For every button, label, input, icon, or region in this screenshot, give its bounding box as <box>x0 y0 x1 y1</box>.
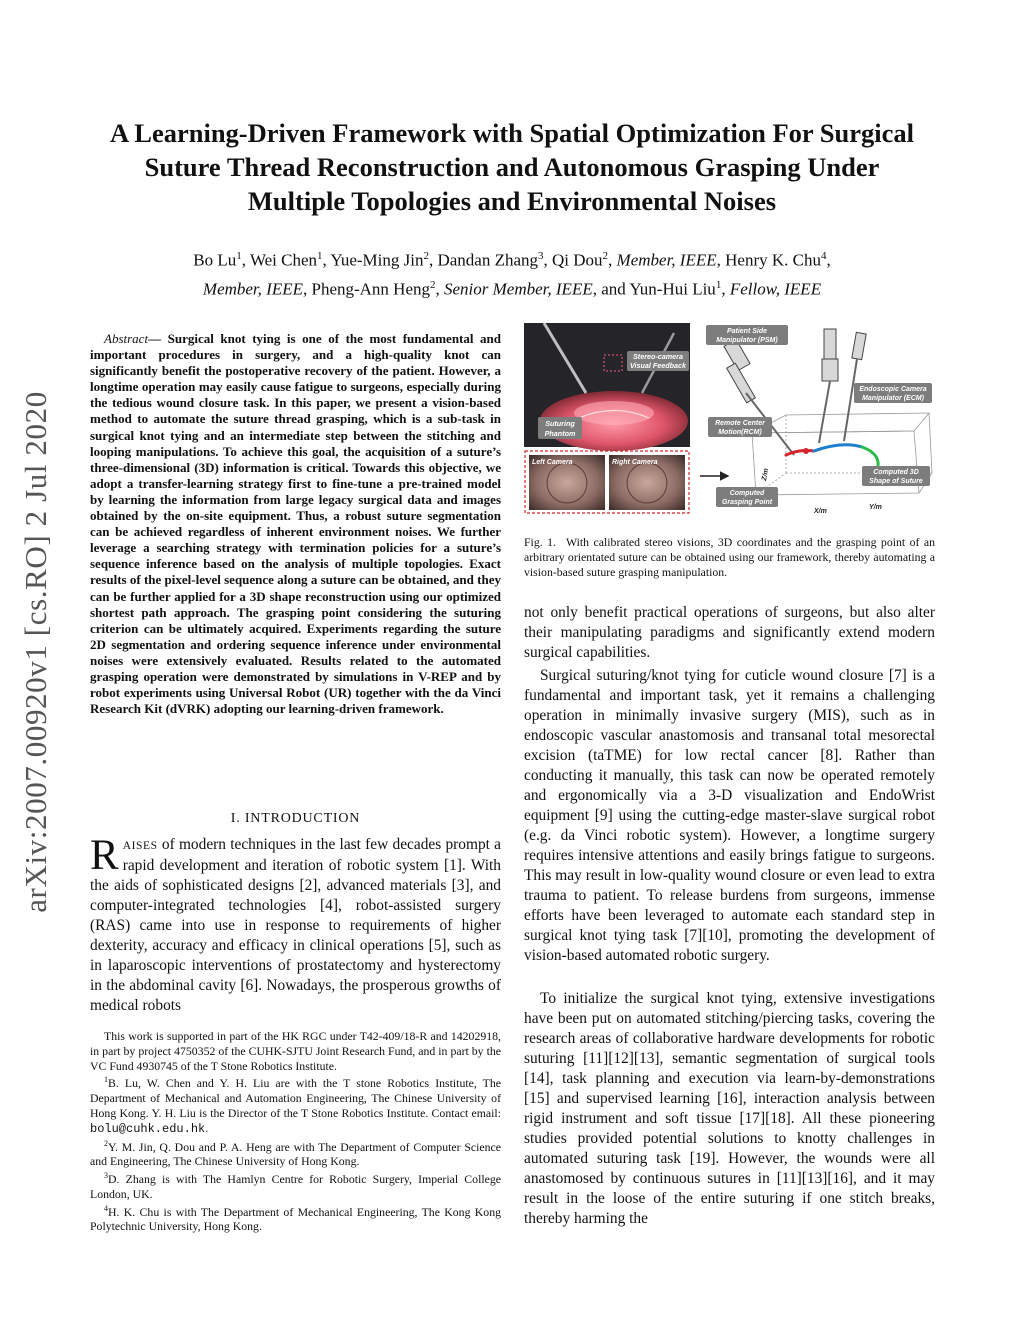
stereo-label <box>627 351 689 371</box>
stereo-images <box>525 451 689 513</box>
grasp-label-1: Computed <box>729 490 765 497</box>
author: Yun-Hui Liu <box>629 279 716 299</box>
shape-label-2: Shape of Suture <box>869 478 923 485</box>
affil-mark: 2 <box>423 250 429 262</box>
footnote-mark: 1 <box>104 1075 108 1085</box>
shape-label <box>862 466 930 486</box>
grasp-label-2: Grasping Point <box>721 499 773 506</box>
affil-mark: 1 <box>236 250 242 262</box>
membership: Member, IEEE <box>202 279 303 299</box>
affil-mark: 4 <box>820 250 827 262</box>
right-paragraph-1 <box>524 666 935 966</box>
author: Pheng-Ann Heng <box>311 279 430 299</box>
psm-label <box>706 325 788 345</box>
footnote-text: Y. M. Jin, Q. Dou and P. A. Heng are with The Department of Computer Science and Engineering, The Chinese University of Hong Kong. <box>90 1139 501 1169</box>
title-line: Suture Thread Reconstruction and Autonomous Grasping Under <box>144 152 880 182</box>
author: Yue-Ming Jin <box>330 250 424 270</box>
membership: Senior Member, IEEE <box>444 279 593 299</box>
author-list: Bo Lu$^1$, Wei Chen$^1$, Yue-Ming Jin$^2$, Dandan Zhang$^3$, Qi Dou$^2$, Member, IEEE, Henry K. Chu$^4$, Member, IEEE, Pheng-Ann Heng$^2$, Senior Member, IEEE, and Yun-Hui Liu$^1$, Fellow, IEEE <box>193 250 831 299</box>
arxiv-stamp <box>12 372 60 932</box>
contact-email[interactable]: bolu@cuhk.edu.hk <box>90 1121 206 1136</box>
footnote-text: H. K. Chu is with The Department of Mechanical Engineering, The Kong Kong Polytechnic University, Hong Kong. <box>90 1204 501 1234</box>
author: Wei Chen <box>249 250 318 270</box>
author: Bo Lu <box>193 250 237 270</box>
intro-text: of modern techniques in the last few decades prompt a rapid development and iteration of robotic system [1]. With the aids of sophisticated designs [2], advanced materials [3], and computer-integrated technologies [4], robot-assisted surgery (RAS) came into use in response to requirements of higher dexterity, accuracy and efficacy in clinical operations [5], such as in laparoscopic interventions of prostatectomy and hysterectomy in the abdominal cavity [6]. Nowadays, the prosperous growths of medical robots <box>90 836 501 1014</box>
footnote-4 <box>90 1202 501 1235</box>
right-paragraph-0 <box>524 603 935 663</box>
ecm-label <box>854 383 932 403</box>
abstract-label: Abstract <box>104 331 149 346</box>
footnote-funding: This work is supported in part of the HK RGC under T42-409/18-R and 14202918, in part by project 4750352 of the CUHK-SJTU Joint Research Fund, and in part by the VC Fund 4930745 of the T Stone Robotics Institute. <box>90 1029 501 1073</box>
arxiv-stamp-text: arXiv:2007.00920v1 [cs.RO] 2 Jul 2020 <box>18 391 53 913</box>
right-camera-label: Right Camera <box>612 459 658 466</box>
z-axis-label: Z/m <box>761 467 771 482</box>
affil-mark: 3 <box>538 250 544 262</box>
intro-paragraph <box>90 832 501 1016</box>
footnote-text: D. Zhang is with The Hamlyn Centre for Robotic Surgery, Imperial College London, UK. <box>90 1171 501 1201</box>
affil-mark: 2 <box>602 250 609 262</box>
paragraph-text: not only benefit practical operations of surgeons, but also alter their manipulating paradigms and significantly extend modern surgical capabilities. <box>524 604 935 661</box>
affil-mark: 1 <box>317 250 323 262</box>
phantom-label-2: Phantom <box>544 429 576 438</box>
abstract-text: Surgical knot tying is one of the most fundamental and important procedures in surgery, and a high-quality knot can significantly benefit the postoperative recovery of the patient. However, a longtime operation may easily cause fatigue to surgeons, especially during the tedious wound closure task. In this paper, we present a vision-based method to automate the suture thread grasping, which is a sub-task in surgical knot tying and an intermediate step between the stitching and looping manipulations. To achieve this goal, the acquisition of a suture’s three-dimensional (3D) information is critical. Towards this objective, we adopt a transfer-learning strategy first to fine-tune a pre-trained model by learning the information from large legacy surgical data and images obtained by the on-site equipment. Thus, a robust suture segmentation can be achieved regardless of inherent environment noises. We further leverage a searching strategy with termination policies for a suture’s sequence inference based on the analysis of multiple topologies. Exact results of the pixel-level sequence along a suture can be obtained, and they can be further applied for a 3D shape reconstruction using our optimized shortest path approach. The grasping point considering the suturing criterion can be ultimately acquired. Experiments regarding the suture 2D segmentation and ordering sequence inference under environmental noises were extensively evaluated. Results related to the automated grasping operation were demonstrated by simulations in V-REP and by robot experiments using Universal Robot (UR) together with the da Vinci Research Kit (dVRK) adopting our learning-driven framework. <box>90 331 501 717</box>
rcm-label-2: Motion(RCM) <box>718 429 762 436</box>
affil-mark: 1 <box>715 278 722 291</box>
psm-label-2: Manipulator (PSM) <box>716 337 778 344</box>
abstract: Abstract— Surgical knot tying is one of the most fundamental and important procedures in surgery, and a high-quality knot can significantly benefit the postoperative recovery of the patient. However, a longtime operation may easily cause fatigue to surgeons, especially during the tedious wound closure task. In this paper, we present a vision-based method to automate the suture thread grasping, which is a sub-task in surgical knot tying and an intermediate step between the stitching and looping manipulations. To achieve this goal, the acquisition of a suture’s three-dimensional (3D) information is critical. Towards this objective, we adopt a transfer-learning strategy first to fine-tune a pre-trained model by learning the information from large legacy surgical data and images obtained by the on-site equipment. Thus, a robust suture segmentation can be achieved regardless of inherent environment noises. We further leverage a searching strategy with termination policies for a suture’s sequence inference based on the analysis of multiple topologies. Exact results of the pixel-level sequence along a suture can be obtained, and they can be further applied for a 3D shape reconstruction using our optimized shortest path approach. The grasping point considering the suturing criterion can be ultimately acquired. Experiments regarding the suture 2D segmentation and ordering sequence inference under environmental noises were extensively evaluated. Results related to the automated grasping operation were demonstrated by simulations in V-REP and by robot experiments using Universal Robot (UR) together with the da Vinci Research Kit (dVRK) adopting our learning-driven framework. <box>90 331 501 717</box>
phantom-label-1: Suturing <box>545 419 575 428</box>
drop-cap: R <box>90 832 119 879</box>
footnote-2 <box>90 1137 501 1170</box>
author: Dandan Zhang <box>437 250 539 270</box>
conjunction: and <box>601 279 626 299</box>
membership: Fellow, IEEE <box>729 279 822 299</box>
stereo-label-1: Stereo-camera <box>633 352 683 361</box>
figure-1 <box>524 323 934 518</box>
author: Henry K. Chu <box>725 250 821 270</box>
psm-label-1: Patient Side <box>726 328 768 335</box>
left-camera-label: Left Camera <box>532 459 573 466</box>
x-axis-label: X/m <box>814 508 827 515</box>
footnote-mark: 2 <box>104 1138 108 1148</box>
affil-mark: 2 <box>430 278 436 291</box>
stereo-label-2: Visual Feedback <box>629 361 687 370</box>
ecm-label-1: Endoscopic Camera <box>859 386 927 393</box>
rcm-label <box>708 417 772 437</box>
paragraph-text: To initialize the surgical knot tying, extensive investigations have been put on automated stitching/piercing tasks, covering the research areas of collaborative hardware developments for robotic suturing [11][12][13], semantic segmentation of surgical tools [14], task planning and execution via learn-by-demonstrations [15] and supervised learning [16], interaction analysis between rigid instrument and soft tissue [17][18]. All these pioneering studies provided potential solutions to knotty challenges in automated suturing task [19]. However, the wounds were all anastomosed by continuous sutures in [11][13][16], and it may result in the loose of the entire suturing if one stitch breaks, thereby harming the <box>524 990 935 1227</box>
grasp-label <box>716 487 778 507</box>
right-paragraph-2 <box>524 989 935 1229</box>
small-caps: AISES <box>122 840 158 852</box>
footnote-mark: 4 <box>104 1203 108 1213</box>
footnote-text: B. Lu, W. Chen and Y. H. Liu are with the T stone Robotics Institute, The Department of Mechanical and Automation Engineering, The Chinese University of Hong Kong. Y. H. Liu is the Director of the T Stone Robotics Institute. Contact email: <box>90 1076 501 1120</box>
section-heading: I. INTRODUCTION <box>230 811 361 826</box>
rcm-label-1: Remote Center <box>715 420 765 427</box>
footnote-1: $^1$B. Lu, W. Chen and Y. H. Liu are with the T stone Robotics Institute, The Department of Mechanical and Automation Engineering, The Chinese University of Hong Kong. Y. H. Liu is the Director of the T Stone Robotics Institute. Contact email: bolu@cuhk.edu.hk. <box>90 1075 501 1136</box>
grasping-point-icon <box>803 448 809 454</box>
author: Qi Dou <box>552 250 603 270</box>
footnote-3 <box>90 1169 501 1202</box>
ecm-label-2: Manipulator (ECM) <box>862 395 924 402</box>
figure-caption <box>524 535 935 580</box>
title-line: Multiple Topologies and Environmental Noises <box>247 186 777 216</box>
phantom-label <box>538 417 582 439</box>
paragraph-text: Surgical suturing/knot tying for cuticle wound closure [7] is a fundamental and important task, yet it remains a challenging operation in minimally invasive surgery (MIS), such as in endoscopic vascular anastomosis and transanal total mesorectal excision (taTME) for low rectal cancer [8]. Rather than conducting it manually, this task can now be operated remotely and ergonomically via a 3-D visualization and EndoWrist equipment [9] using the cutting-edge master-slave surgical robot (e.g. da Vinci robotic system). However, a longtime surgery requires intensive attentions and easily brings fatigue to surgeons. This may result in low-quality wound closure or even lead to extra trauma to patient. To release burdens from surgeons, immense efforts have been leveraged to automate each standard step in surgical knot tying task [7][10], promoting the development of vision-based automated robotic surgery. <box>524 667 935 964</box>
paper-title <box>80 116 944 218</box>
y-axis-label: Y/m <box>869 504 882 511</box>
footnotes <box>90 1029 501 1234</box>
figure-caption-label: Fig. 1. <box>524 535 556 549</box>
membership: Member, IEEE <box>616 250 717 270</box>
footnote-mark: 3 <box>104 1171 108 1181</box>
title-line: A Learning-Driven Framework with Spatial Optimization For Surgical <box>109 118 915 148</box>
shape-label-1: Computed 3D <box>873 469 919 476</box>
figure-caption-text: With calibrated stereo visions, 3D coordinates and the grasping point of an arbitrary orientated suture can be obtained using our framework, thereby automating a vision-based suture grasping manipulation. <box>524 535 935 579</box>
